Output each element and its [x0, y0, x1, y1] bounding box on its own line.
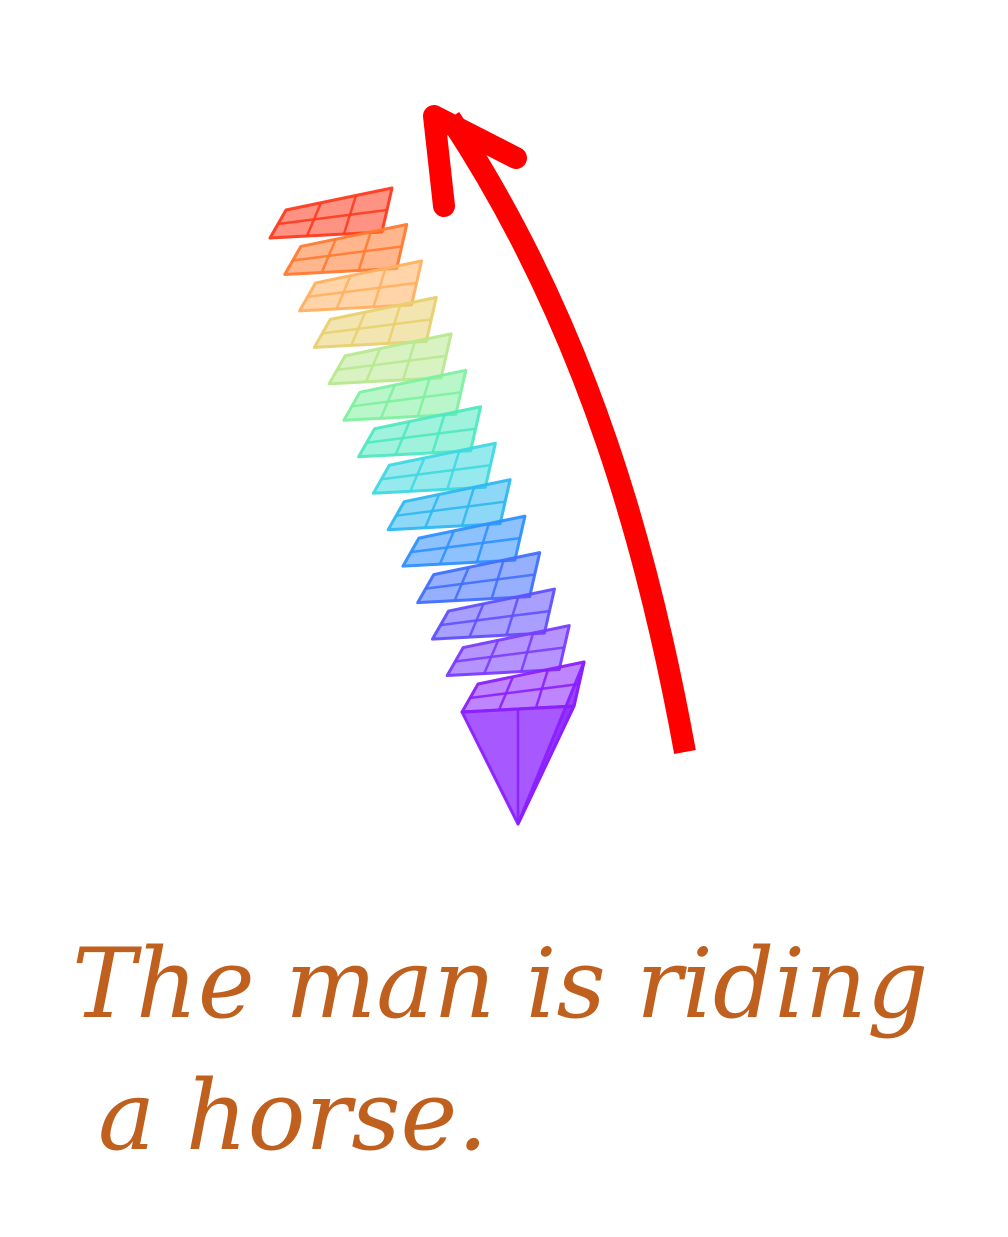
caption-line-1: The man is riding [72, 928, 929, 1040]
caption-line-2: a horse. [98, 1060, 488, 1172]
camera-frustum [462, 662, 584, 824]
